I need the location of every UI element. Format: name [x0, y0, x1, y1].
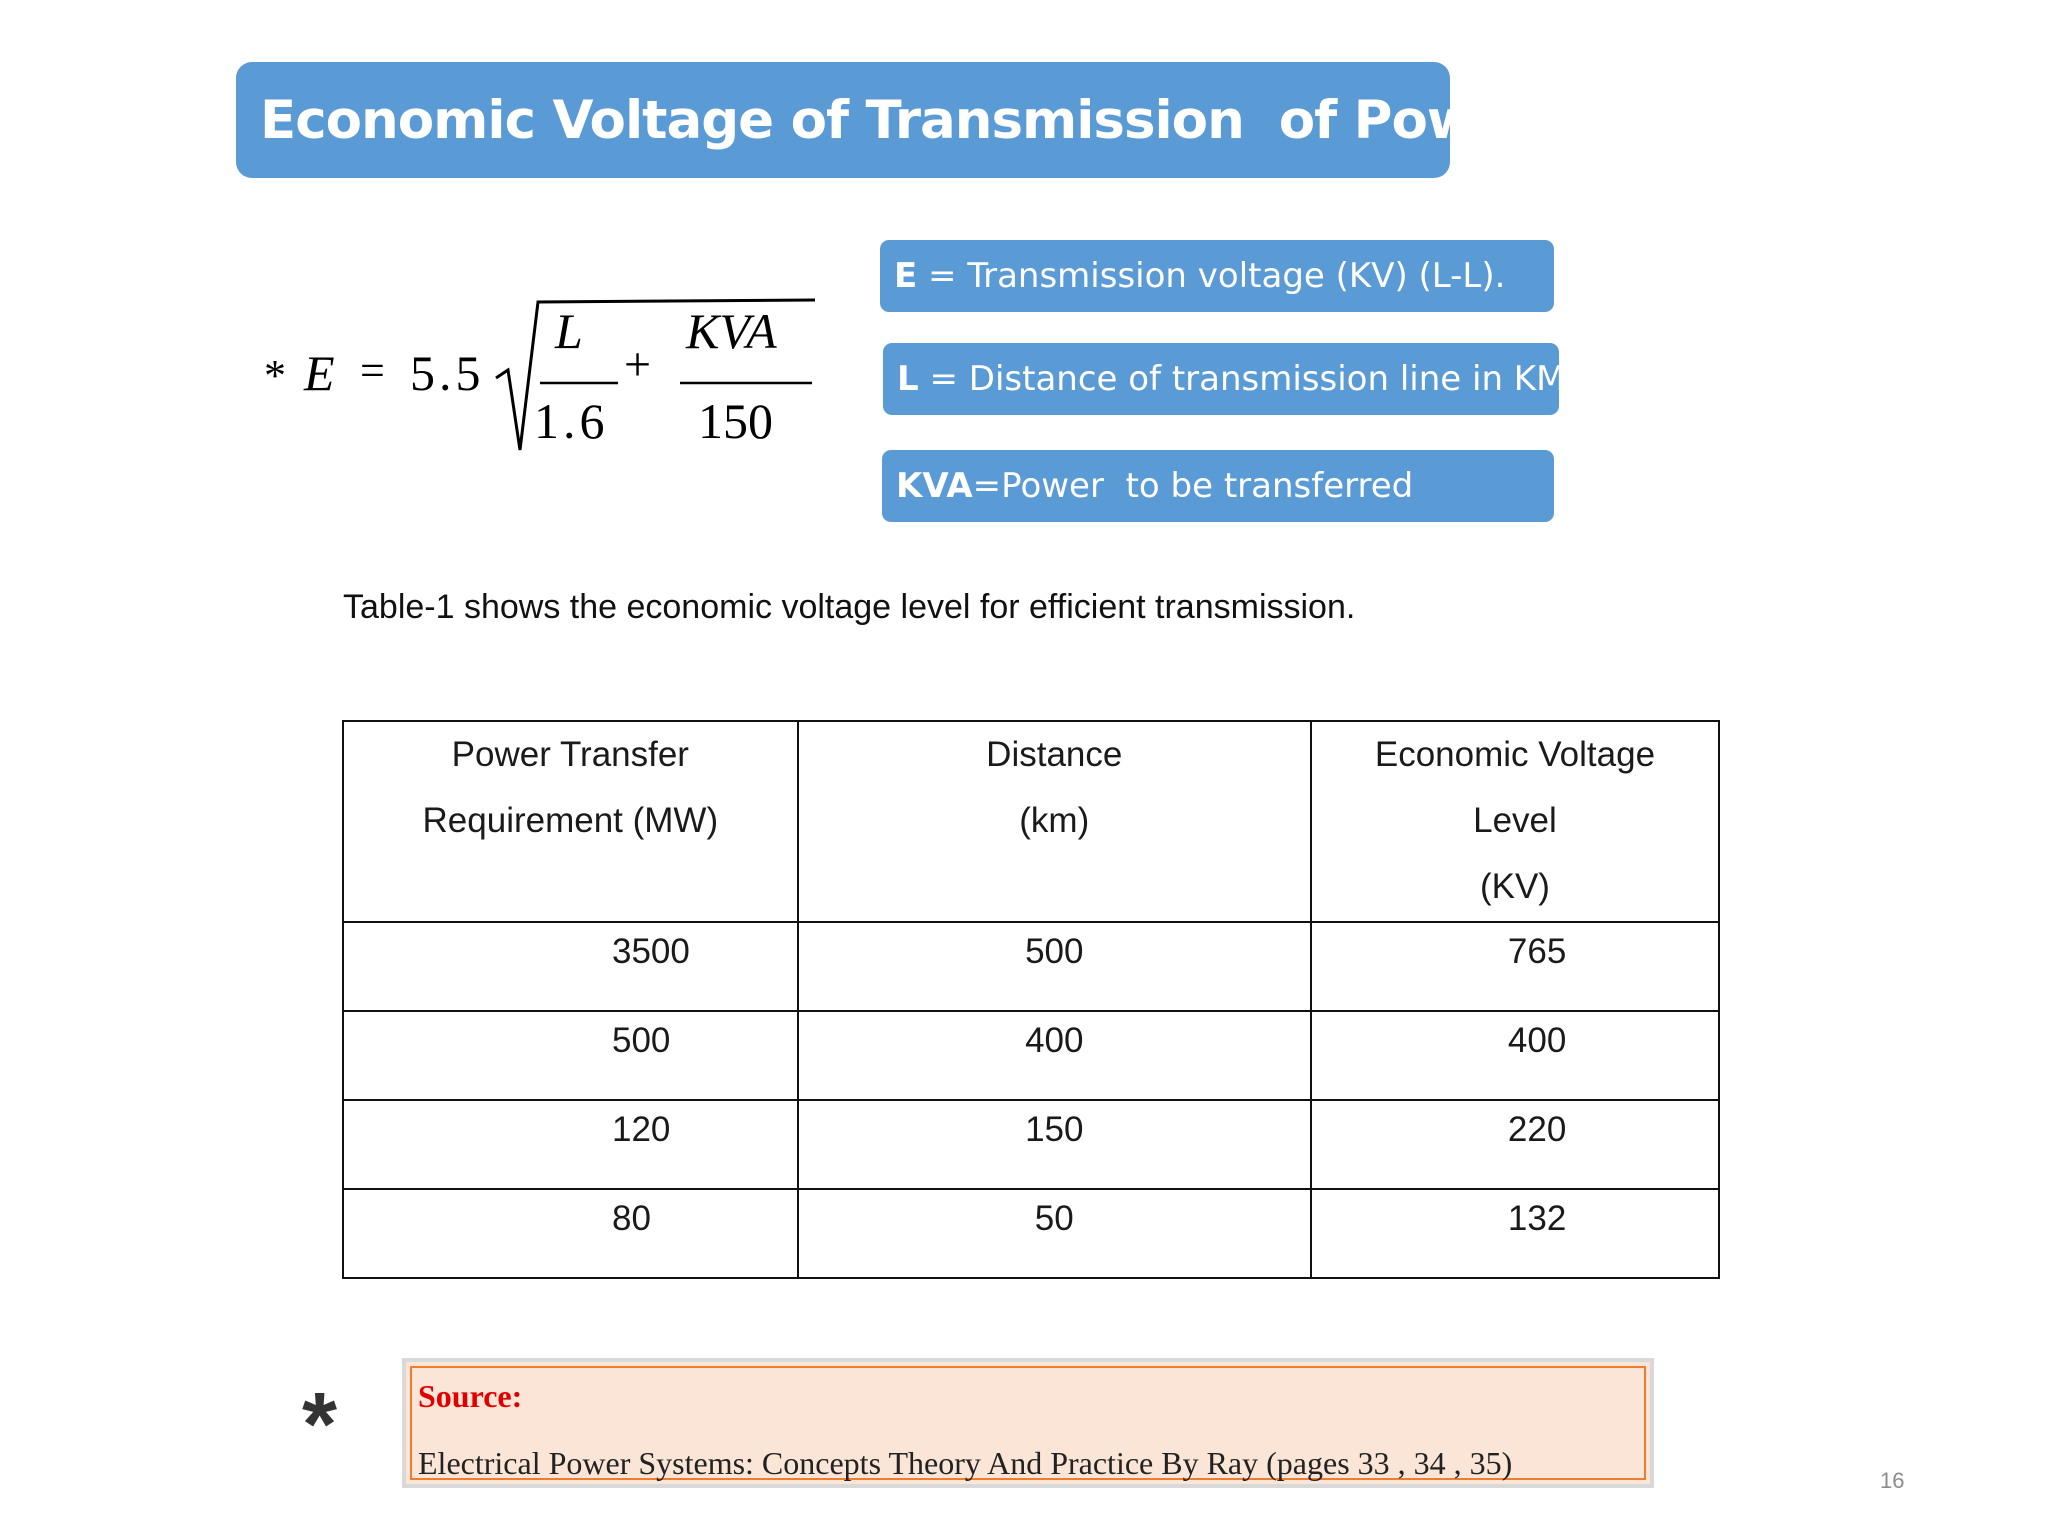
cell-power: 80 [343, 1189, 798, 1278]
frac1-denominator: 1.6 [534, 393, 609, 449]
source-label: Source: [418, 1378, 523, 1414]
page-number: 16 [1880, 1468, 1905, 1493]
definition-term: KVA [896, 466, 973, 506]
table-header-row [343, 721, 1719, 922]
definition-term: L [897, 359, 919, 399]
definition-kva [882, 450, 1554, 522]
formula-coefficient: 5.5 [410, 345, 485, 401]
slide-title: Economic Voltage of Transmission of Power [260, 89, 1535, 151]
cell-voltage: 400 [1311, 1011, 1719, 1100]
header-line: Requirement (MW) [422, 801, 719, 840]
header-line: (km) [1019, 801, 1090, 840]
table-row [343, 922, 1719, 1011]
formula-equals: = [360, 346, 385, 395]
header-economic-voltage [1311, 721, 1719, 922]
table-intro-text: Table-1 shows the economic voltage level for efficient transmission. [343, 588, 1356, 626]
formula-lhs: E [304, 345, 335, 401]
cell-distance: 500 [798, 922, 1311, 1011]
table-row [343, 1189, 1719, 1278]
table-row [343, 1100, 1719, 1189]
header-line: Level [1473, 801, 1557, 840]
source-inner [410, 1366, 1646, 1480]
header-line: Distance [986, 735, 1123, 774]
definition-text: =Power to be transferred [972, 466, 1414, 506]
cell-distance: 150 [798, 1100, 1311, 1189]
cell-distance: 400 [798, 1011, 1311, 1100]
frac2-denominator: 150 [698, 393, 773, 449]
source-citation: Electrical Power Systems: Concepts Theory And Practice By Ray (pages 33 , 34 , 35) [418, 1445, 1513, 1481]
definition-e [880, 240, 1554, 312]
definition-l [883, 343, 1566, 415]
frac2-numerator: KVA [686, 303, 777, 359]
source-asterisk-icon: * [302, 1375, 338, 1475]
cell-voltage: 132 [1311, 1189, 1719, 1278]
cell-distance: 50 [798, 1189, 1311, 1278]
frac1-numerator: L [555, 303, 583, 359]
cell-power: 500 [343, 1011, 798, 1100]
cell-power: 120 [343, 1100, 798, 1189]
formula-plus: + [624, 338, 652, 391]
cell-voltage: 765 [1311, 922, 1719, 1011]
header-line: Economic Voltage [1374, 735, 1656, 774]
cell-voltage: 220 [1311, 1100, 1719, 1189]
definition-text: = Transmission voltage (KV) (L-L). [917, 256, 1506, 296]
formula-svg [262, 290, 822, 470]
header-power-transfer [343, 721, 798, 922]
source-box [402, 1358, 1654, 1488]
economic-voltage-table [342, 720, 1720, 1279]
header-distance [798, 721, 1311, 922]
table-row [343, 1011, 1719, 1100]
slide-title-banner [236, 62, 1535, 178]
cell-power: 3500 [343, 922, 798, 1011]
economic-voltage-formula [262, 290, 822, 470]
header-line: (KV) [1479, 867, 1550, 906]
header-line: Power Transfer [451, 735, 689, 774]
definition-text: = Distance of transmission line in KM [918, 359, 1566, 399]
definition-term: E [894, 256, 918, 296]
formula-star: * [264, 351, 286, 400]
